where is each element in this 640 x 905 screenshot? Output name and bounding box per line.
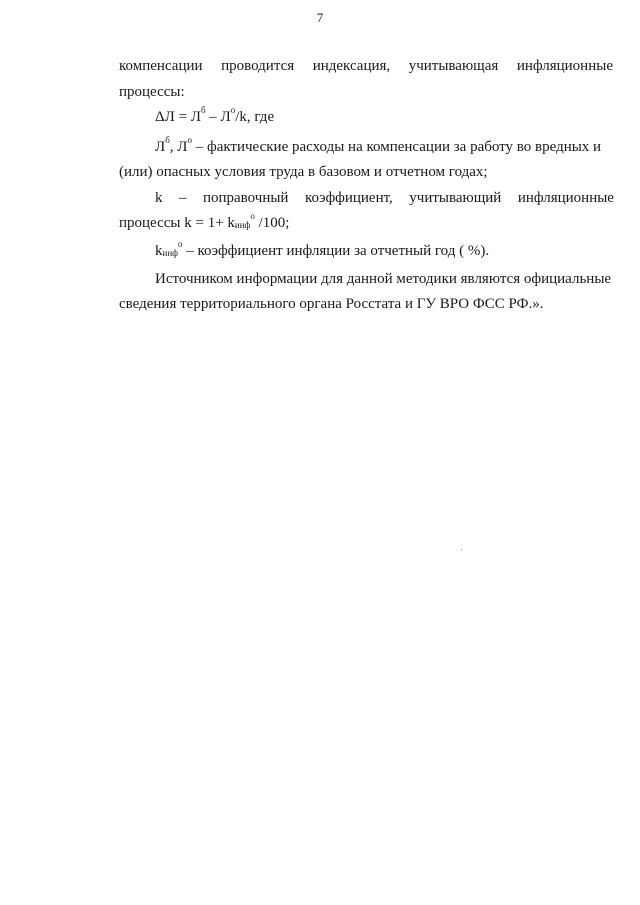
symbol: , Л bbox=[169, 139, 188, 155]
word: коэффициент, bbox=[304, 190, 393, 206]
superscript: б bbox=[165, 135, 170, 145]
definition-text: – коэффициент инфляции за отчетный год ( %). bbox=[182, 243, 490, 259]
definition-line-1 bbox=[155, 137, 601, 157]
superscript: о bbox=[187, 135, 192, 145]
formula-part: процессы k = 1+ k bbox=[119, 215, 235, 231]
formula-line bbox=[155, 107, 274, 127]
word: компенсации bbox=[119, 58, 203, 74]
formula-k-line bbox=[119, 213, 289, 233]
word: k bbox=[155, 190, 163, 206]
superscript: б bbox=[200, 105, 206, 115]
scan-speck bbox=[461, 549, 462, 550]
word: поправочный bbox=[202, 190, 289, 206]
superscript: о bbox=[230, 105, 236, 115]
definition-line-3 bbox=[155, 188, 614, 208]
paragraph-line-2: процессы: bbox=[119, 84, 185, 100]
source-line-2: сведения территориального органа Росстата и ГУ ВРО ФСС РФ.». bbox=[119, 296, 544, 312]
formula-part: ΔЛ = Л bbox=[155, 109, 201, 125]
word: проводится bbox=[221, 58, 295, 74]
superscript: о bbox=[250, 211, 255, 221]
definition-line-2: (или) опасных условия труда в базовом и отчетном годах; bbox=[119, 164, 488, 180]
word: инфляционные bbox=[517, 190, 614, 206]
formula-part: /100; bbox=[254, 215, 290, 231]
word: – bbox=[178, 190, 187, 206]
symbol: k bbox=[155, 243, 163, 259]
formula-part: /k, где bbox=[235, 109, 275, 125]
paragraph-line-1 bbox=[119, 56, 613, 76]
word: инфляционные bbox=[516, 58, 613, 74]
definition-line-4 bbox=[155, 241, 489, 261]
page-number: 7 bbox=[316, 10, 324, 25]
formula-part: – Л bbox=[205, 109, 231, 125]
superscript: о bbox=[177, 239, 183, 249]
subscript: инф bbox=[162, 248, 178, 258]
symbol: Л bbox=[155, 139, 166, 155]
subscript: инф bbox=[234, 220, 251, 230]
word: индексация, bbox=[312, 58, 391, 74]
word: учитывающая bbox=[408, 58, 499, 74]
source-line-1: Источником информации для данной методики являются официальные bbox=[155, 271, 612, 287]
word: учитывающий bbox=[409, 190, 502, 206]
definition-text: – фактические расходы на компенсации за работу во вредных и bbox=[191, 139, 602, 155]
